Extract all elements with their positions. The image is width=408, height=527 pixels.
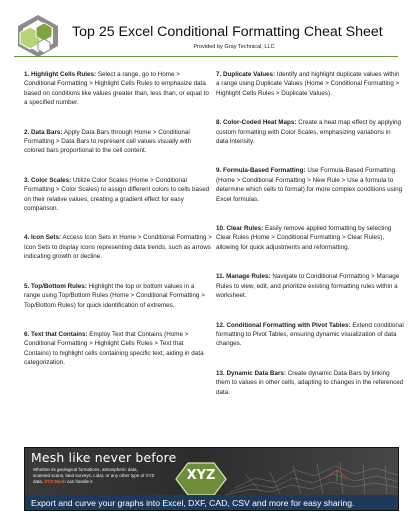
- item-title: 10. Clear Rules:: [216, 225, 264, 233]
- item-text: Create dynamic Data Bars by linking them to values in other cells, adapting to changes in the referenced data.: [216, 369, 404, 396]
- header-divider: [14, 56, 398, 57]
- item-title: 3. Color Scales:: [24, 176, 72, 184]
- banner-headline: Mesh like never before: [31, 450, 177, 465]
- banner-footer: Export and curve your graphs into Excel, DXF, CAD, CSV and more for easy sharing.: [25, 495, 399, 511]
- item-text: Identify and highlight duplicate values within a range using Duplicate Values (Home > Conditional Formatting > Highlight Cells Rules > Duplicate Values).: [216, 71, 400, 97]
- item-text: Navigate to Conditional Formatting > Manage Rules to view, edit, and prioritize existing formatting rules within a worksheet.: [216, 273, 400, 300]
- item-title: 7. Duplicate Values:: [216, 71, 276, 78]
- item-text: Utilize Color Scales (Home > Conditional Formatting > Color Scales) to assign different colors to cells based on their relative values, creating a gradient effect for easy comparison.: [24, 176, 210, 213]
- item-title: 12. Conditional Formatting with Pivot Tables:: [216, 321, 351, 329]
- item-text: Create a heat map effect by applying custom formatting with Color Scales, emphasizing variations in data intensity.: [216, 119, 402, 146]
- list-item: [216, 272, 404, 300]
- list-item: [216, 369, 404, 397]
- item-title: 5. Top/Bottom Rules:: [24, 282, 87, 290]
- list-item: [24, 282, 212, 310]
- item-text: Employ Text that Contains (Home > Conditional Formatting > Highlight Cells Rules > Text that Contains) to highlight cells containing specific text, aiding in data categorization.: [24, 330, 204, 367]
- list-item: [24, 70, 212, 108]
- item-title: 13. Dynamic Data Bars:: [216, 369, 286, 377]
- item-title: 9. Formula-Based Formatting:: [216, 167, 306, 175]
- xyz-badge-label: XYZ: [186, 468, 216, 483]
- gray-technical-logo-icon: [14, 13, 62, 59]
- item-text: Easily remove applied formatting by selecting Clear Rules (Home > Conditional Formatting > Clear Rules), allowing for quick adjustments and reformatting.: [216, 225, 392, 251]
- list-item: [24, 330, 212, 368]
- list-item: [216, 321, 404, 349]
- item-title: 2. Data Bars:: [24, 128, 63, 136]
- xyz-mesh-ad-banner[interactable]: [24, 447, 399, 511]
- item-text: Extend conditional formatting to Pivot Tables, ensuring dynamic visualization of data changes.: [216, 321, 404, 348]
- item-text: Access Icon Sets in Home > Conditional Formatting > Icon Sets to display icons representing data trends, such as arrows indicating growth or decline.: [24, 234, 212, 261]
- banner-body-pre: Whether its geological formations, atmospheric data, scanned scans, land surveys, Lidar, or any other type of XYZ data,: [33, 467, 155, 484]
- item-text: Select a range, go to Home > Conditional Formatting > Highlight Cells Rules to emphasize data based on conditions like values greater than, less than, or equal to a specified number.: [24, 71, 209, 107]
- right-column: [216, 70, 404, 397]
- item-title: 11. Manage Rules:: [216, 273, 271, 281]
- item-text: Highlight the top or bottom values in a range using Top/Bottom Rules (Home > Conditional Formatting > Top/Bottom Rules) for quick identification of extremes.: [24, 282, 205, 309]
- list-item: [216, 70, 404, 98]
- list-item: [24, 128, 212, 156]
- list-item: [216, 166, 404, 204]
- banner-body-post: can handle it: [65, 479, 93, 484]
- item-title: 6. Text that Contains:: [24, 330, 88, 338]
- item-text: Apply Data Bars through Home > Conditional Formatting > Data Bars to represent cell values visually with colored bars proportional to the cell content.: [24, 128, 192, 155]
- page-title: Top 25 Excel Conditional Formatting Cheat Sheet: [72, 24, 383, 40]
- item-title: 1. Highlight Cells Rules:: [24, 71, 97, 78]
- list-item: [216, 224, 404, 252]
- item-title: 8. Color-Coded Heat Maps:: [216, 119, 297, 127]
- list-item: [24, 176, 212, 214]
- item-title: 4. Icon Sets:: [24, 234, 62, 242]
- banner-description: [33, 467, 155, 485]
- page-subtitle: Provided by Gray Technical, LLC: [193, 44, 275, 50]
- item-text: Use Formula-Based Formatting (Home > Conditional Formatting > New Rule > Use a formula to determine which cells to format) for more complex conditions using Excel formulas.: [216, 167, 403, 203]
- list-item: [216, 118, 404, 146]
- list-item: [24, 233, 212, 261]
- left-column: [24, 70, 212, 368]
- banner-body-highlight: XYZ Mesh: [44, 479, 66, 484]
